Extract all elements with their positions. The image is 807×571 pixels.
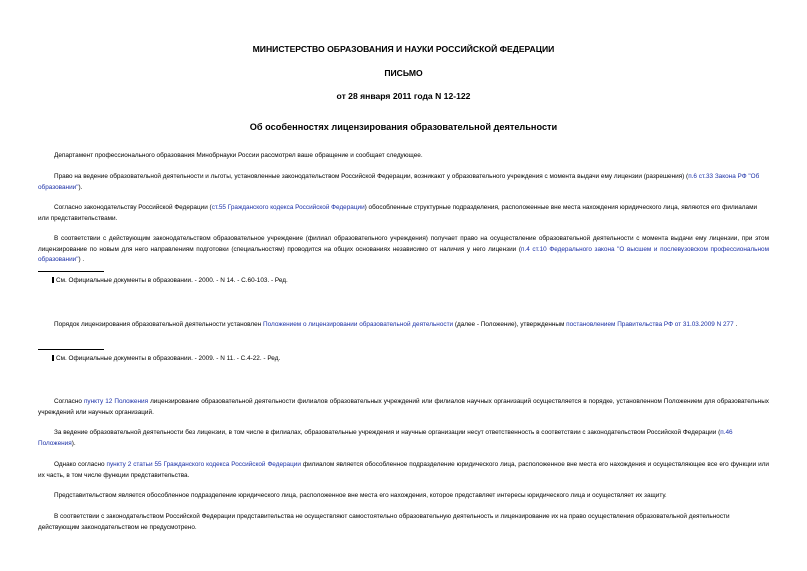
footnote-marker-2 xyxy=(52,355,54,361)
paragraph-3: Согласно законодательству Российской Федерации (ст.55 Гражданского кодекса Российской Федерации) обособленные структурные подразделения, расположенные вне места нахождения юридического лица, являются его филиалами или представительствами. xyxy=(38,204,758,222)
civil-code-art55-item2-link[interactable]: пункту 2 статьи 55 Гражданского кодекса Российской Федерации xyxy=(106,461,301,468)
government-decree-link[interactable]: постановлением Правительства РФ от 31.03.2009 N 277 xyxy=(566,321,734,328)
footnote-separator-1 xyxy=(38,271,104,272)
document-type: ПИСЬМО xyxy=(384,68,423,78)
licensing-regulation-link[interactable]: Положением о лицензировании образовательной деятельности xyxy=(263,321,454,328)
ministry-title: МИНИСТЕРСТВО ОБРАЗОВАНИЯ И НАУКИ РОССИЙСКОЙ ФЕДЕРАЦИИ xyxy=(252,44,555,54)
regulation-item46-link[interactable]: п.46 Положения xyxy=(38,429,733,447)
footnote-marker-1 xyxy=(52,277,54,283)
document-date: от 28 января 2011 года N 12-122 xyxy=(336,91,471,101)
civil-code-art55-link[interactable]: ст.55 Гражданского кодекса Российской Федерации xyxy=(211,204,365,211)
higher-education-law-link[interactable]: п.4 ст.10 Федерального закона "О высшем и послевузовском профессиональном образовании" xyxy=(38,245,769,263)
regulation-item12-link[interactable]: пункту 12 Положения xyxy=(83,398,149,405)
paragraph-8: Однако согласно пункту 2 статьи 55 Гражданского кодекса Российской Федерации филиалом является обособленное подразделение юридического лица, расположенное вне места его нахождения и осуществляющее все его функции или их часть, в том числе функции представительства. xyxy=(38,461,769,479)
paragraph-2: Право на ведение образовательной деятельности и льготы, установленные законодательством Российской Федерации, возникают у образовательного учреждения с момента выдачи ему лицензии (разрешения) (п.6 ст.33 Закона РФ "Об образовании"). xyxy=(38,173,760,191)
paragraph-1: Департамент профессионального образования Минобрнауки России рассмотрел ваше обращение и сообщает следующее. xyxy=(54,152,423,159)
footnote-1: См. Официальные документы в образовании. - 2000. - N 14. - С.60-103. - Ред. xyxy=(52,276,288,286)
law-education-link[interactable]: п.6 ст.33 Закона РФ "Об образовании" xyxy=(38,173,760,191)
paragraph-9: Представительством является обособленное подразделение юридического лица, расположенное вне места его нахождения, которое представляет интересы юридического лица и осуществляет их защиту. xyxy=(54,492,667,499)
paragraph-7: За ведение образовательной деятельности без лицензии, в том числе в филиалах, образовательные учреждения и научные организации несут ответственность в соответствии с законодательством Российской Федерации (п.46 Положения). xyxy=(38,429,733,447)
document-subject: Об особенностях лицензирования образовательной деятельности xyxy=(249,122,558,132)
paragraph-5: Порядок лицензирования образовательной деятельности установлен Положением о лицензировании образовательной деятельности (далее - Положение), утвержденным постановлением Правительства РФ от 31.03.2009 N 277 . xyxy=(54,321,738,328)
footnote-separator-2 xyxy=(38,349,104,350)
paragraph-6: Согласно пункту 12 Положения лицензирование образовательной деятельности филиалов образовательных учреждений или филиалов научных организаций осуществляется в порядке, установленном Положением для образовательных учреждений или научных организаций. xyxy=(38,398,769,416)
footnote-2: См. Официальные документы в образовании. - 2009. - N 11. - С.4-22. - Ред. xyxy=(52,354,280,364)
paragraph-4: В соответствии с действующим законодательством образовательное учреждение (филиал образовательного учреждения) получает право на осуществление образовательной деятельности с момента выдачи ему лицензии, при этом лицензирование по новым для него направлениям подготовки (специальностям) проводится на общих основаниях независимо от наличия у него лицензии (п.4 ст.10 Федерального закона "О высшем и послевузовском профессиональном образовании") . xyxy=(38,235,769,263)
paragraph-10: В соответствии с законодательством Российской Федерации представительства не осуществляют самостоятельно образовательную деятельность и лицензирование их на право осуществления образовательной деятельности действующим законодательством не предусмотрено. xyxy=(38,513,730,531)
